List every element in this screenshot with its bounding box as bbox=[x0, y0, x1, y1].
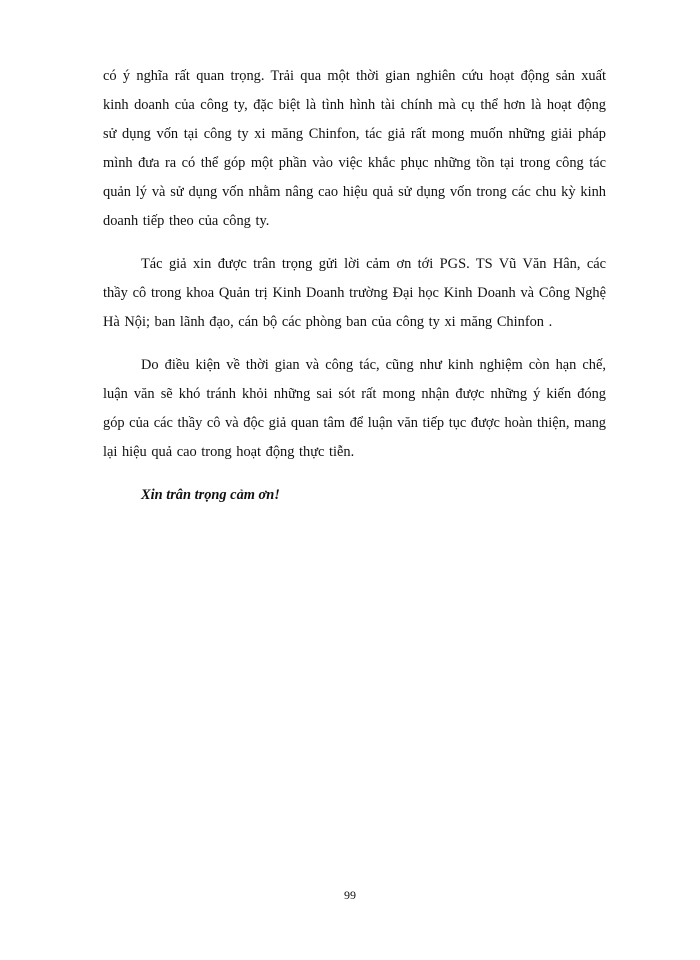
page-body bbox=[103, 62, 606, 510]
paragraph-continuation: có ý nghĩa rất quan trọng. Trải qua một thời gian nghiên cứu hoạt động sản xuất kinh doanh của công ty, đặc biệt là tình hình tài chính mà cụ thể hơn là hoạt động sử dụng vốn tại công ty xi măng Chinfon, tác giả rất mong muốn những giải pháp mình đưa ra có thể góp một phần vào việc khắc phục những tồn tại trong công tác quản lý và sử dụng vốn nhằm nâng cao hiệu quả sử dụng vốn trong các chu kỳ kinh doanh tiếp theo của công ty. bbox=[103, 68, 606, 229]
page-number: 99 bbox=[344, 888, 356, 902]
paragraph-acknowledgement: Tác giả xin được trân trọng gửi lời cảm ơn tới PGS. TS Vũ Văn Hân, các thầy cô trong khoa Quản trị Kinh Doanh trường Đại học Kinh Doanh và Công Nghệ Hà Nội; ban lãnh đạo, cán bộ các phòng ban của công ty xi măng Chinfon . bbox=[103, 256, 606, 330]
closing-thanks: Xin trân trọng cảm ơn! bbox=[141, 487, 280, 503]
paragraph-limitations: Do điều kiện về thời gian và công tác, cũng như kinh nghiệm còn hạn chế, luận văn sẽ khó tránh khỏi những sai sót rất mong nhận được những ý kiến đóng góp của các thầy cô và độc giả quan tâm để luận văn tiếp tục được hoàn thiện, mang lại hiệu quả cao trong hoạt động thực tiễn. bbox=[103, 357, 606, 460]
